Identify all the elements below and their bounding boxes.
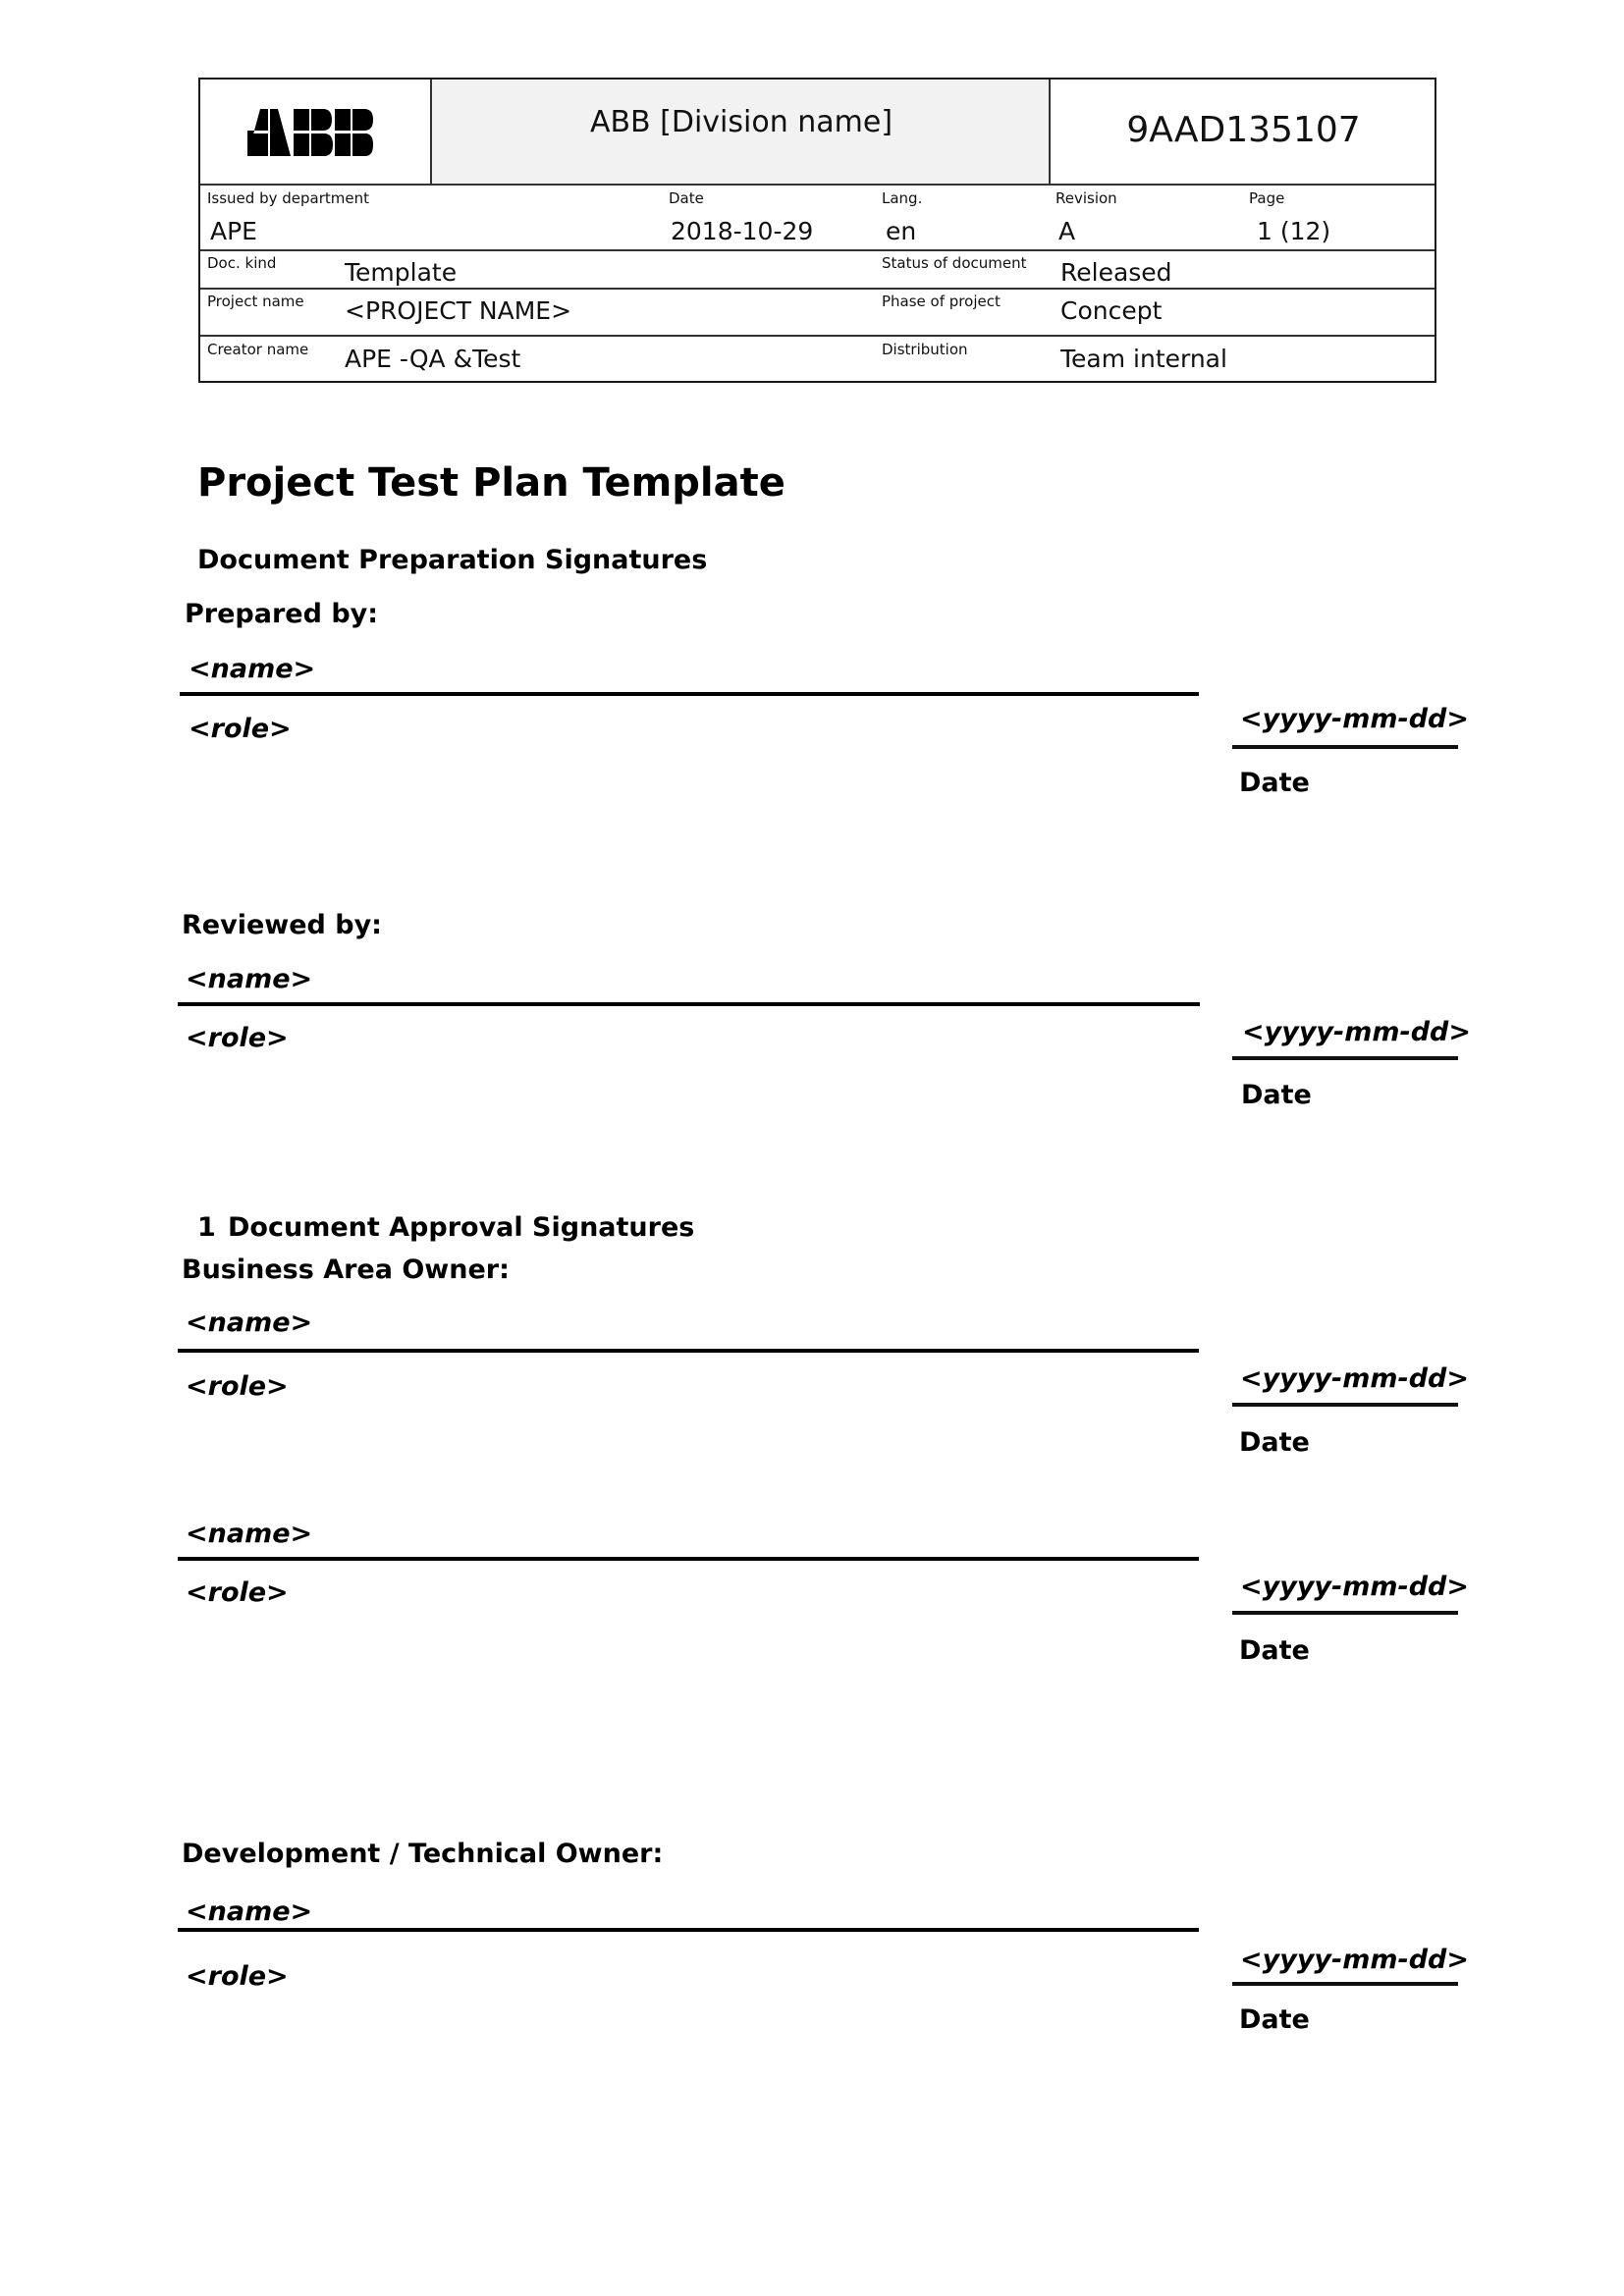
prepared-by-date-label: Date [1239,768,1310,798]
date-line [1232,745,1458,749]
date-line [1232,1403,1458,1407]
business-owner-2-date[interactable]: <yyyy-mm-dd> [1240,1572,1469,1602]
technical-owner-name[interactable]: <name> [186,1896,313,1927]
document-title: Project Test Plan Template [197,460,785,506]
division-name: ABB [Division name] [589,105,893,139]
creator-name-value: APE -QA &Test [345,345,521,373]
technical-owner-role[interactable]: <role> [186,1961,289,1992]
business-owner-1-name[interactable]: <name> [186,1308,313,1338]
abb-logo-icon [247,109,373,156]
business-owner-2-date-label: Date [1239,1635,1310,1666]
revision-label: Revision [1056,189,1117,207]
date-line [1232,1611,1458,1615]
prepared-by-label: Prepared by: [185,599,379,629]
row-divider [200,249,1435,251]
issued-by-department-label: Issued by department [207,189,369,207]
distribution-label: Distribution [882,341,968,358]
revision-value: A [1058,217,1076,245]
page-label: Page [1249,189,1285,207]
date-line [1232,1982,1458,1986]
preparation-heading: Document Preparation Signatures [197,545,708,575]
prepared-by-date[interactable]: <yyyy-mm-dd> [1240,704,1469,734]
reviewed-by-date-label: Date [1241,1080,1312,1110]
lang-value: en [886,217,917,245]
signature-line [180,692,1199,696]
date-line [1232,1056,1458,1060]
project-name-label: Project name [207,293,304,310]
reviewed-by-role[interactable]: <role> [186,1023,289,1053]
reviewed-by-date[interactable]: <yyyy-mm-dd> [1242,1017,1471,1047]
page-value: 1 (12) [1257,217,1331,245]
business-owner-1-role[interactable]: <role> [186,1371,289,1402]
prepared-by-name[interactable]: <name> [189,654,316,684]
creator-name-label: Creator name [207,341,309,358]
business-area-owner-label: Business Area Owner: [182,1255,510,1285]
approval-heading: Document Approval Signatures [228,1212,695,1243]
date-value: 2018-10-29 [671,217,814,245]
business-owner-2-role[interactable]: <role> [186,1577,289,1608]
technical-owner-date[interactable]: <yyyy-mm-dd> [1240,1945,1469,1975]
project-name-value: <PROJECT NAME> [345,296,572,325]
row-divider [200,335,1435,337]
phase-of-project-label: Phase of project [882,293,1001,310]
reviewed-by-label: Reviewed by: [182,910,382,940]
status-of-document-value: Released [1060,258,1172,287]
reviewed-by-name[interactable]: <name> [186,964,313,994]
document-header-table [198,78,1436,383]
business-owner-1-date[interactable]: <yyyy-mm-dd> [1240,1363,1469,1394]
signature-line [178,1002,1200,1006]
row-divider [200,288,1435,290]
signature-line [178,1557,1199,1561]
document-number: 9AAD135107 [1126,110,1361,150]
distribution-value: Team internal [1060,345,1227,373]
status-of-document-label: Status of document [882,254,1027,272]
signature-line [178,1349,1199,1353]
issued-by-department-value: APE [210,217,257,245]
business-owner-1-date-label: Date [1239,1427,1310,1458]
prepared-by-role[interactable]: <role> [189,714,292,744]
doc-kind-value: Template [345,258,458,287]
technical-owner-label: Development / Technical Owner: [182,1839,664,1869]
lang-label: Lang. [882,189,923,207]
signature-line [178,1928,1199,1932]
phase-of-project-value: Concept [1060,296,1163,325]
date-label: Date [669,189,704,207]
technical-owner-date-label: Date [1239,2004,1310,2035]
row-divider [200,184,1435,186]
doc-kind-label: Doc. kind [207,254,277,272]
business-owner-2-name[interactable]: <name> [186,1519,313,1549]
approval-section-number: 1 [197,1212,216,1243]
